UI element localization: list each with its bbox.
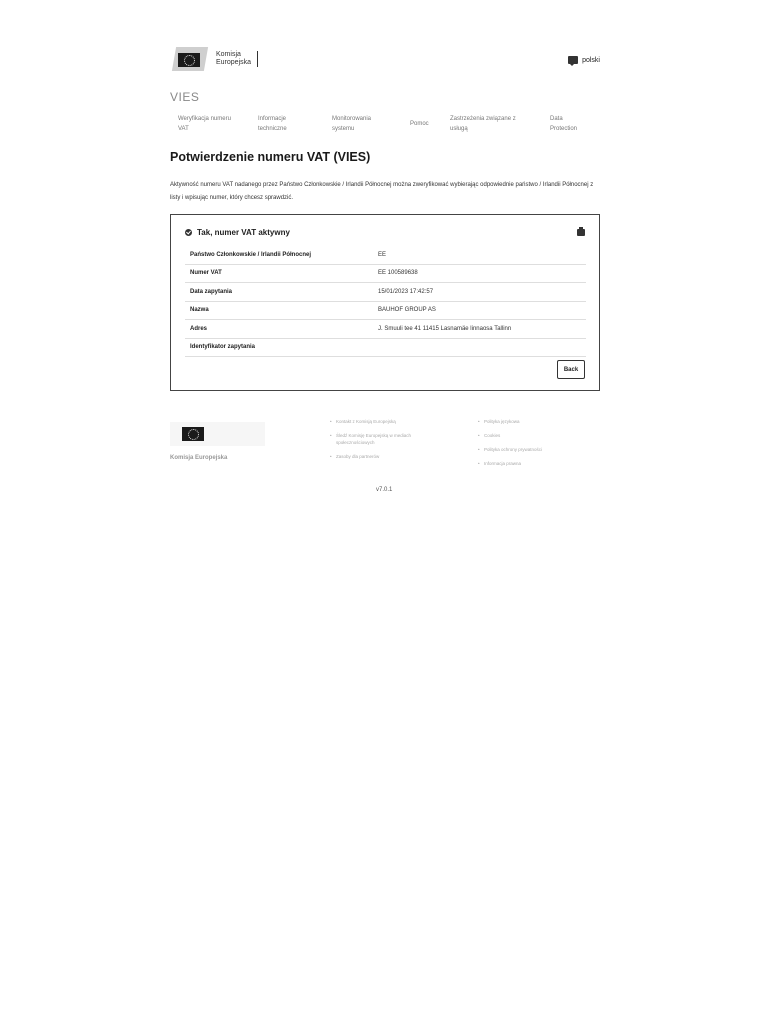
nav-item-disclaimer[interactable]: Zastrzeżenia związane z usługą (450, 116, 516, 132)
nav-item-technical-info[interactable]: Informacje techniczne (258, 116, 287, 132)
table-row (185, 246, 586, 265)
row-label: Data zapytania (190, 288, 233, 295)
table-row (185, 302, 586, 321)
eu-flag-icon[interactable] (182, 427, 204, 441)
footer-links-2 (478, 418, 588, 474)
footer-link-partners[interactable]: • Zasoby dla partnerów (330, 453, 440, 460)
speech-bubble-icon (568, 56, 578, 64)
nav-item-vat-verification[interactable]: Weryfikacja numeru VAT (178, 116, 231, 132)
eu-flag-icon (170, 47, 210, 71)
nav-item-data-protection[interactable]: Data Protection (550, 116, 578, 132)
print-icon[interactable] (577, 229, 585, 236)
check-circle-icon (185, 229, 192, 236)
footer-link-privacy[interactable]: • Polityka ochrony prywatności (478, 446, 588, 453)
site-header (170, 47, 600, 75)
ec-logo[interactable] (170, 47, 258, 71)
logo-text (216, 51, 258, 67)
language-label: polski (582, 56, 600, 64)
footer-link-legal[interactable]: • Informacja prawna (478, 460, 588, 467)
row-label: Państwo Członkowskie / Irlandii Północnej (190, 251, 312, 258)
row-value: EE 100589638 (378, 270, 418, 277)
main-nav (178, 114, 600, 134)
table-row (185, 283, 586, 302)
intro-text: Aktywność numeru VAT nadanego przez Państwo Członkowskie / Irlandii Północnej można zweryfikować wybierając odpowiednie państwo / Irlandii Północnej z listy i wpisując numer, który chcesz sprawdzić. (170, 182, 594, 201)
result-status (185, 228, 290, 237)
logo-line-2: Europejska (216, 59, 252, 66)
site-name: VIES (170, 90, 200, 104)
row-value: J. Smuuli tee 41 11415 Lasnamäe linnaosa Tallinn (378, 325, 512, 332)
footer-link-language-policy[interactable]: • Polityka językowa (478, 418, 588, 425)
row-label: Nazwa (190, 307, 209, 314)
row-value: 15/01/2023 17:42:57 (378, 288, 434, 295)
footer-org-name: Komisja Europejska (170, 455, 228, 461)
nav-item-system-monitoring[interactable]: Monitorowania systemu (332, 116, 372, 132)
nav-item-help[interactable]: Pomoc (410, 121, 429, 127)
footer-link-social[interactable]: • Śledź Komisję Europejską w mediach społecznościowych (330, 432, 440, 446)
row-value: BAUHOF GROUP AS (378, 307, 436, 314)
row-label: Identyfikator zapytania (190, 344, 256, 351)
table-row (185, 320, 586, 339)
language-selector[interactable] (568, 56, 600, 64)
back-button[interactable]: Back (557, 360, 585, 379)
logo-line-1: Komisja (216, 51, 241, 58)
result-status-text: Tak, numer VAT aktywny (197, 228, 290, 237)
version-label: v7.0.1 (376, 487, 393, 493)
footer-link-contact[interactable]: • Kontakt z Komisją Europejską (330, 418, 440, 425)
page-title: Potwierdzenie numeru VAT (VIES) (170, 150, 371, 164)
row-label: Adres (190, 325, 208, 332)
result-details (185, 246, 586, 357)
result-panel (170, 214, 600, 391)
footer-link-cookies[interactable]: • Cookies (478, 432, 588, 439)
row-label: Numer VAT (190, 270, 222, 277)
row-value: EE (378, 251, 387, 258)
table-row (185, 265, 586, 284)
table-row (185, 339, 586, 358)
footer-links-1 (330, 418, 440, 467)
